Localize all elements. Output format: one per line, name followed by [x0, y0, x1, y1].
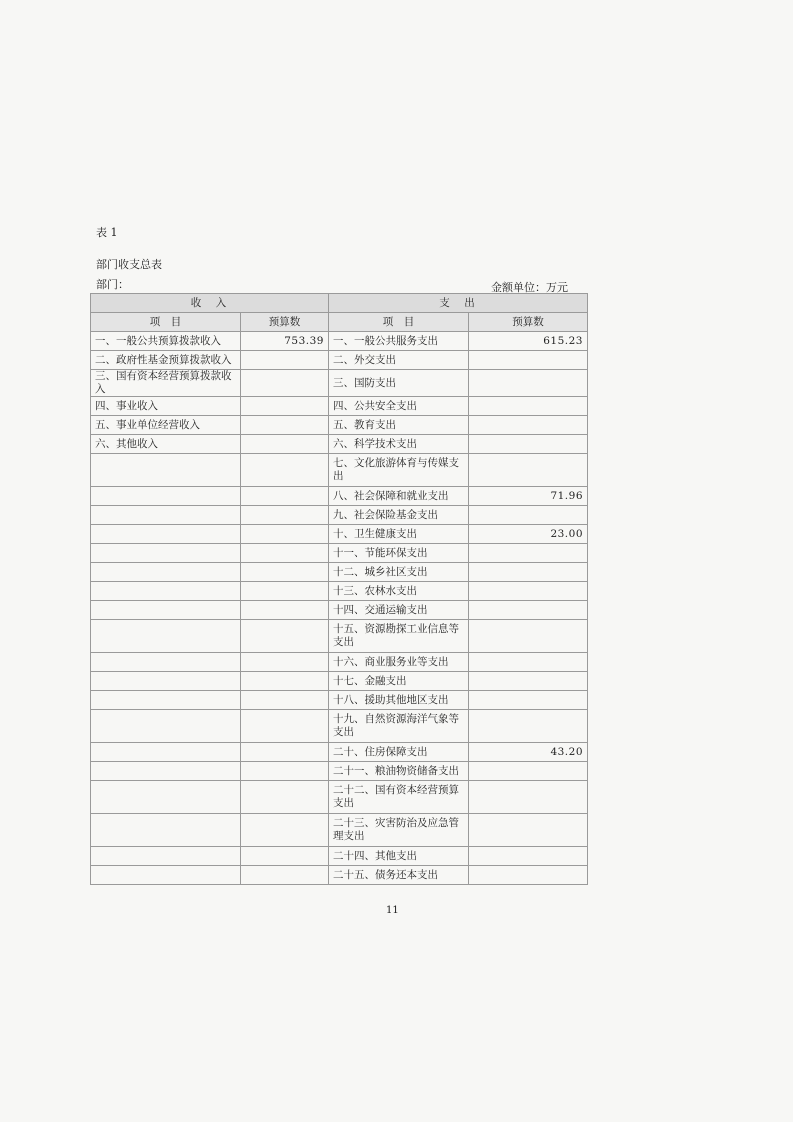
expense-value-cell: 615.23: [469, 332, 588, 351]
table-row: [91, 653, 588, 672]
expense-header: 支 出: [329, 294, 588, 313]
expense-value-cell: [469, 582, 588, 601]
table-row: [91, 525, 588, 544]
income-value-cell: [241, 582, 329, 601]
expense-value-cell: 43.20: [469, 743, 588, 762]
income-value-cell: [241, 397, 329, 416]
income-value-cell: [241, 563, 329, 582]
income-item-cell: [91, 525, 241, 544]
expense-value-cell: [469, 710, 588, 743]
expense-value-cell: [469, 435, 588, 454]
expense-item-cell: 二十三、灾害防治及应急管理支出: [329, 814, 469, 847]
expense-value-cell: [469, 781, 588, 814]
income-value-cell: [241, 762, 329, 781]
expense-item-cell: 十五、资源勘探工业信息等支出: [329, 620, 469, 653]
income-value-cell: [241, 435, 329, 454]
table-row: [91, 743, 588, 762]
income-item-cell: [91, 487, 241, 506]
income-item-cell: 五、事业单位经营收入: [91, 416, 241, 435]
income-item-cell: [91, 563, 241, 582]
income-expense-table: [90, 293, 588, 885]
expense-item-cell: 十四、交通运输支出: [329, 601, 469, 620]
expense-item-cell: 二、外交支出: [329, 351, 469, 370]
amount-unit: 金额单位：万元: [491, 281, 568, 294]
expense-item-cell: 十八、援助其他地区支出: [329, 691, 469, 710]
table-row: [91, 781, 588, 814]
table-row: [91, 847, 588, 866]
income-value-cell: [241, 454, 329, 487]
expense-item-cell: 十三、农林水支出: [329, 582, 469, 601]
table-row: [91, 370, 588, 397]
income-value-cell: [241, 781, 329, 814]
table-body: [91, 332, 588, 885]
income-value-cell: [241, 814, 329, 847]
income-item-cell: [91, 544, 241, 563]
expense-value-cell: [469, 762, 588, 781]
income-value-cell: [241, 351, 329, 370]
expense-item-cell: 十七、金融支出: [329, 672, 469, 691]
expense-value-cell: [469, 653, 588, 672]
table-row: [91, 506, 588, 525]
expense-value-cell: [469, 620, 588, 653]
table-row: [91, 620, 588, 653]
income-value-cell: [241, 710, 329, 743]
income-item-cell: [91, 781, 241, 814]
expense-value-cell: [469, 847, 588, 866]
expense-item-cell: 二十一、粮油物资储备支出: [329, 762, 469, 781]
expense-value-cell: [469, 866, 588, 885]
income-item-cell: [91, 454, 241, 487]
income-item-column-header: 项 目: [91, 313, 241, 332]
table-row: [91, 416, 588, 435]
income-item-cell: [91, 814, 241, 847]
income-item-cell: [91, 710, 241, 743]
table-row: [91, 814, 588, 847]
expense-value-cell: [469, 351, 588, 370]
income-value-cell: [241, 653, 329, 672]
page-number: 11: [386, 905, 399, 916]
income-item-cell: 六、其他收入: [91, 435, 241, 454]
expense-value-cell: [469, 563, 588, 582]
income-value-cell: [241, 866, 329, 885]
income-item-cell: 三、国有资本经营预算拨款收入: [91, 370, 241, 397]
expense-value-cell: [469, 691, 588, 710]
table-row: [91, 691, 588, 710]
expense-value-cell: [469, 416, 588, 435]
expense-value-cell: 71.96: [469, 487, 588, 506]
expense-item-column-header: 项 目: [329, 313, 469, 332]
expense-budget-column-header: 预算数: [469, 313, 588, 332]
expense-value-cell: [469, 814, 588, 847]
table-row: [91, 672, 588, 691]
expense-value-cell: [469, 544, 588, 563]
income-value-cell: [241, 847, 329, 866]
table-row: [91, 454, 588, 487]
income-item-cell: [91, 866, 241, 885]
income-item-cell: [91, 601, 241, 620]
income-item-cell: 四、事业收入: [91, 397, 241, 416]
expense-item-cell: 二十、住房保障支出: [329, 743, 469, 762]
expense-item-cell: 三、国防支出: [329, 370, 469, 397]
table-row: [91, 397, 588, 416]
expense-value-cell: 23.00: [469, 525, 588, 544]
table-row: [91, 544, 588, 563]
expense-item-cell: 二十五、债务还本支出: [329, 866, 469, 885]
table-row: [91, 487, 588, 506]
income-header: 收 入: [91, 294, 329, 313]
expense-item-cell: 二十二、国有资本经营预算支出: [329, 781, 469, 814]
table-row: [91, 435, 588, 454]
expense-item-cell: 五、教育支出: [329, 416, 469, 435]
income-item-cell: [91, 506, 241, 525]
expense-value-cell: [469, 397, 588, 416]
income-item-cell: [91, 672, 241, 691]
table-number: 表 1: [96, 226, 118, 239]
income-value-cell: [241, 370, 329, 397]
income-value-cell: [241, 743, 329, 762]
income-item-cell: [91, 691, 241, 710]
table-row: [91, 710, 588, 743]
income-value-cell: [241, 506, 329, 525]
income-value-cell: 753.39: [241, 332, 329, 351]
page-title: 部门收支总表: [96, 258, 162, 271]
income-value-cell: [241, 691, 329, 710]
income-value-cell: [241, 620, 329, 653]
table-row: [91, 351, 588, 370]
income-item-cell: 一、一般公共预算拨款收入: [91, 332, 241, 351]
expense-item-cell: 十九、自然资源海洋气象等支出: [329, 710, 469, 743]
income-item-cell: [91, 582, 241, 601]
expense-value-cell: [469, 672, 588, 691]
expense-item-cell: 六、科学技术支出: [329, 435, 469, 454]
income-item-cell: 二、政府性基金预算拨款收入: [91, 351, 241, 370]
income-value-cell: [241, 525, 329, 544]
income-item-cell: [91, 847, 241, 866]
income-value-cell: [241, 601, 329, 620]
expense-item-cell: 七、文化旅游体育与传媒支出: [329, 454, 469, 487]
table-row: [91, 563, 588, 582]
income-value-cell: [241, 672, 329, 691]
expense-value-cell: [469, 370, 588, 397]
table-row: [91, 762, 588, 781]
expense-value-cell: [469, 506, 588, 525]
table-row: [91, 866, 588, 885]
table-row: [91, 332, 588, 351]
expense-item-cell: 十六、商业服务业等支出: [329, 653, 469, 672]
expense-item-cell: 八、社会保障和就业支出: [329, 487, 469, 506]
expense-value-cell: [469, 454, 588, 487]
expense-item-cell: 二十四、其他支出: [329, 847, 469, 866]
table-row: [91, 582, 588, 601]
income-item-cell: [91, 620, 241, 653]
expense-item-cell: 四、公共安全支出: [329, 397, 469, 416]
expense-value-cell: [469, 601, 588, 620]
expense-item-cell: 十一、节能环保支出: [329, 544, 469, 563]
expense-item-cell: 一、一般公共服务支出: [329, 332, 469, 351]
income-item-cell: [91, 743, 241, 762]
income-budget-column-header: 预算数: [241, 313, 329, 332]
income-item-cell: [91, 653, 241, 672]
expense-item-cell: 九、社会保险基金支出: [329, 506, 469, 525]
table-row: [91, 601, 588, 620]
income-item-cell: [91, 762, 241, 781]
income-value-cell: [241, 487, 329, 506]
income-value-cell: [241, 544, 329, 563]
expense-item-cell: 十、卫生健康支出: [329, 525, 469, 544]
income-value-cell: [241, 416, 329, 435]
expense-item-cell: 十二、城乡社区支出: [329, 563, 469, 582]
department-label: 部门：: [96, 278, 129, 291]
